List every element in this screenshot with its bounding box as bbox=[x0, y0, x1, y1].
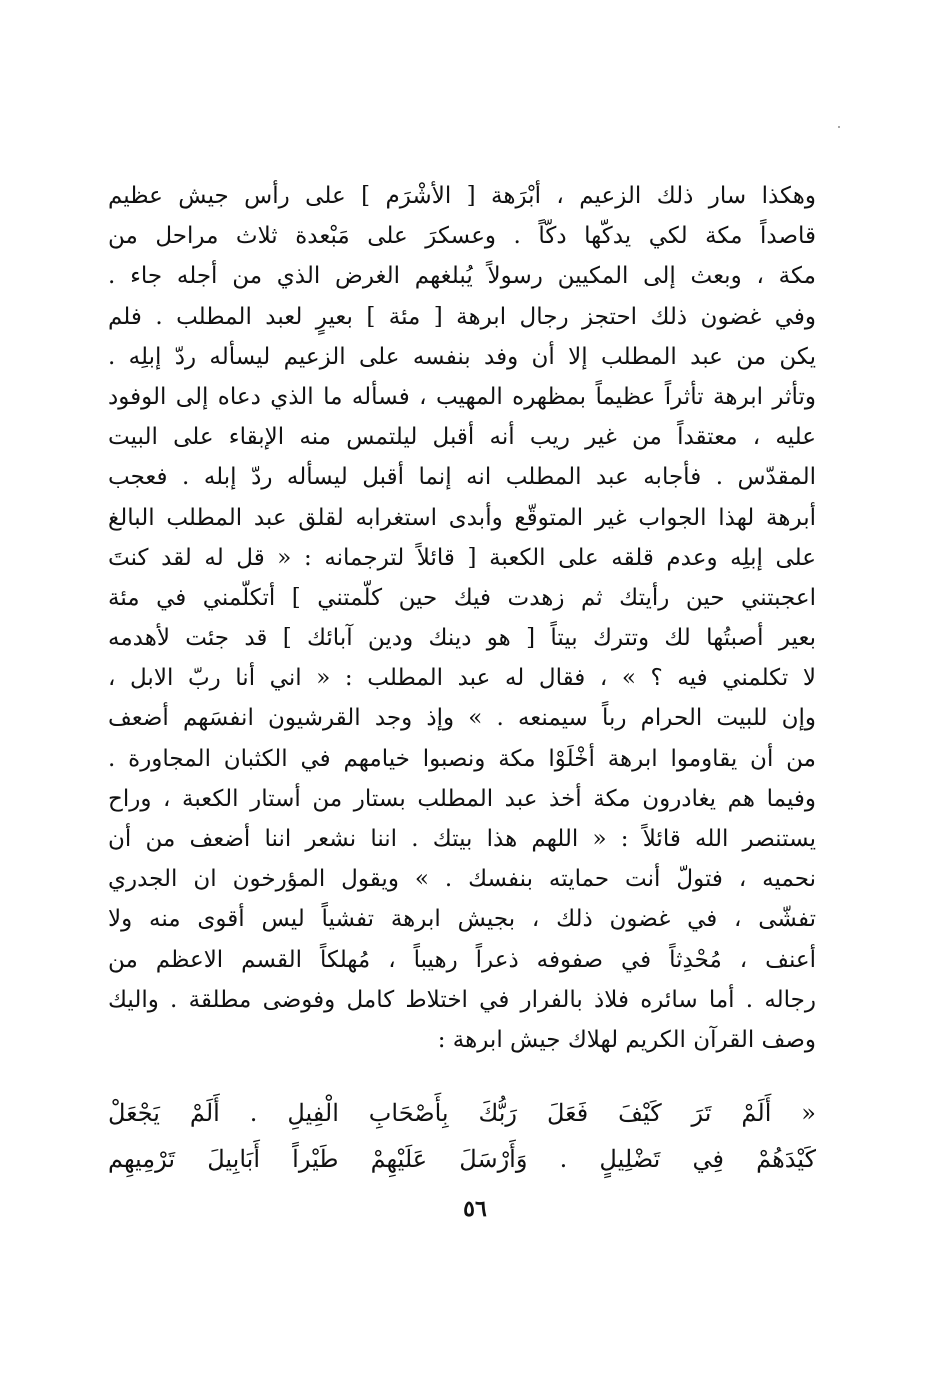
text-line: اعجبتني حين رأيتك ثم زهدت فيك حين كلّمتني ] أتكلّمني في مئة bbox=[108, 584, 816, 611]
text-line: على إبلِه وعدم قلقه على الكعبة [ قائلاً لترجمانه : « قل له لقد كنتَ bbox=[108, 544, 816, 571]
text-line: وهكذا سار ذلك الزعيم ، أبْرَهة [ الأشْرَم ] على رأس جيش عظيم bbox=[108, 183, 816, 209]
text-line: عليه ، معتقداً من غير ريب أنه أقبل ليلتمس منه الإبقاء على البيت bbox=[108, 424, 816, 451]
verse-line: كَيْدَهُمْ فِي تَضْلِيلٍ . وَأَرْسَلَ عَلَيْهِمْ طَيْراً أَبَابِيلَ تَرْمِيهِم bbox=[108, 1145, 816, 1173]
page-number: ٥٦ bbox=[463, 1196, 487, 1222]
text-line: تفشّى ، في غضون ذلك ، بجيش ابرهة تفشياً ليس أقوى منه ولا bbox=[108, 906, 816, 933]
text-line: وفيما هم يغادرون مكة أخذ عبد المطلب بستار من أستار الكعبة ، وراح bbox=[108, 785, 816, 812]
text-line: أبرهة لهذا الجواب غير المتوقّع وأبدى استغرابه لقلق عبد المطلب البالغ bbox=[108, 504, 816, 531]
text-line: أعنف ، مُحْدِثاً في صفوفه ذعراً رهيباً ، مُهلكاً القسم الاعظم من bbox=[108, 946, 816, 973]
text-line: لا تكلمني فيه ؟ » ، فقال له عبد المطلب : « اني أنا ربّ الابل ، bbox=[108, 665, 816, 692]
body-text bbox=[108, 176, 816, 1060]
text-line: من أن يقاوموا ابرهة أخْلَوْا مكة ونصبوا خيامهم في الكثبان المجاورة . bbox=[108, 745, 816, 772]
text-line: رجاله . أما سائره فلاذ بالفرار في اختلاط كامل وفوضى مطلقة . واليك bbox=[108, 986, 816, 1013]
text-line: يستنصر الله قائلاً : « اللهم هذا بيتك . اننا نشعر اننا أضعف من أن bbox=[108, 826, 816, 852]
text-line: وتأثر ابرهة تأثراً عظيماً بمظهره المهيب ، فسأله ما الذي دعاه إلى الوفود bbox=[108, 383, 816, 410]
text-line: وإن للبيت الحرام رباً سيمنعه . » وإذ وجد القرشيون انفسَهم أضعف bbox=[108, 705, 816, 732]
text-line: مكة ، وبعث إلى المكيين رسولاً يُبلغهم الغرض الذي من أجله جاء . bbox=[108, 263, 816, 290]
quran-verse bbox=[108, 1090, 816, 1182]
text-line: المقدّس . فأجابه عبد المطلب انه إنما أقبل ليسأله ردّ إبله . فعجب bbox=[108, 464, 816, 491]
text-line: قاصداً مكة لكي يدكّها دكّاً . وعسكرَ على مَبْعدة ثلاث مراحل من bbox=[108, 223, 816, 250]
text-line: وصف القرآن الكريم لهلاك جيش ابرهة : bbox=[437, 1026, 816, 1053]
text-line: نحميه ، فتولّ أنت حمايته بنفسك . » ويقول المؤرخون ان الجدري bbox=[108, 866, 816, 893]
text-line: وفي غضون ذلك احتجز رجال ابرهة [ مئة ] بعيرٍ لعبد المطلب . فلم bbox=[108, 303, 816, 330]
scan-speck bbox=[838, 126, 840, 128]
verse-line: « أَلَمْ تَرَ كَيْفَ فَعَلَ رَبُّكَ بِأَصْحَابِ الْفِيلِ . أَلَمْ يَجْعَلْ bbox=[108, 1099, 816, 1127]
text-line: بعير أصبتُها لك وتترك بيتاً [ هو دينك ودين آبائك ] قد جئت لأهدمه bbox=[108, 625, 816, 652]
text-line: يكن من عبد المطلب إلا أن وفد بنفسه على الزعيم ليسأله ردّ إبلِه . bbox=[108, 343, 816, 370]
